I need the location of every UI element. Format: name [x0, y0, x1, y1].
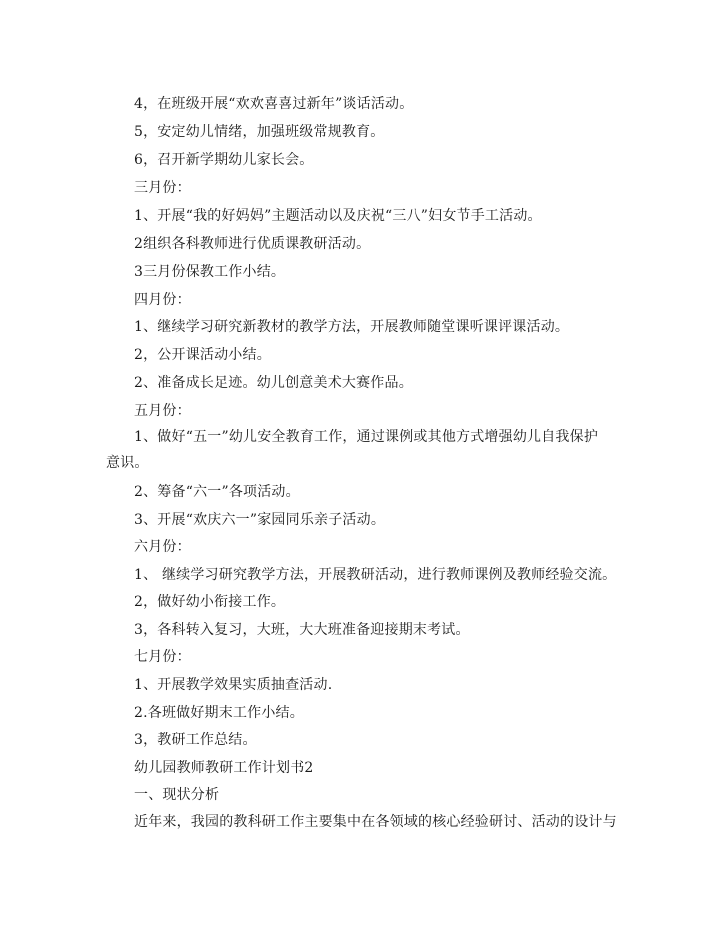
section-heading: 六月份： — [134, 539, 191, 555]
section-heading: 三月份： — [134, 180, 191, 196]
text-line: 2组织各科教师进行优质课教研活动。 — [134, 236, 371, 252]
text-line: 3，教研工作总结。 — [134, 732, 257, 748]
text-line: 1、做好“五一”幼儿安全教育工作，通过课例或其他方式增强幼儿自我保护 — [134, 429, 599, 445]
text-line: 2，公开课活动小结。 — [134, 347, 271, 363]
text-line: 1、开展“我的好妈妈”主题活动以及庆祝“三八”妇女节手工活动。 — [134, 208, 542, 224]
text-line: 2、筹备“六一”各项活动。 — [134, 484, 300, 500]
text-line: 3、开展“欢庆六一”家园同乐亲子活动。 — [134, 512, 386, 528]
text-line: 意识。 — [106, 455, 149, 471]
text-line: 3，各科转入复习，大班，大大班准备迎接期末考试。 — [134, 622, 470, 638]
text-line: 近年来，我园的教科研工作主要集中在各领域的核心经验研讨、活动的设计与 — [134, 814, 617, 830]
section-heading: 一、现状分析 — [134, 787, 220, 803]
text-line: 4，在班级开展“欢欢喜喜过新年”谈话活动。 — [134, 96, 414, 112]
text-line: 5，安定幼儿情绪，加强班级常规教育。 — [134, 124, 385, 140]
text-line: 6，召开新学期幼儿家长会。 — [134, 152, 314, 168]
document-title: 幼儿园教师教研工作计划书2 — [134, 760, 314, 776]
text-line: 1、 继续学习研究教学方法，开展教研活动，进行教师课例及教师经验交流。 — [134, 567, 617, 583]
text-line: 2.各班做好期末工作小结。 — [134, 705, 304, 721]
text-line: 3三月份保教工作小结。 — [134, 264, 286, 280]
section-heading: 五月份： — [134, 403, 191, 419]
text-line: 2、准备成长足迹。幼儿创意美术大赛作品。 — [134, 375, 413, 391]
text-line: 1、开展教学效果实质抽查活动. — [134, 677, 333, 693]
text-line: 2，做好幼小衔接工作。 — [134, 594, 286, 610]
text-line: 1、继续学习研究新教材的教学方法，开展教师随堂课听课评课活动。 — [134, 319, 570, 335]
section-heading: 四月份： — [134, 292, 191, 308]
section-heading: 七月份： — [134, 649, 191, 665]
